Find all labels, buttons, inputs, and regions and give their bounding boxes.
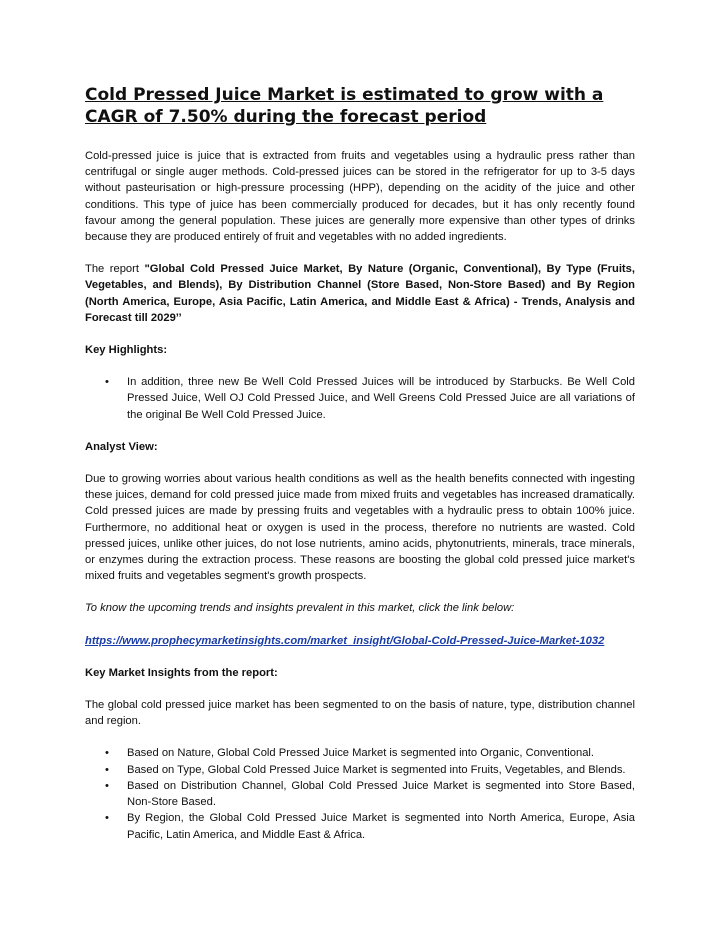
list-item bbox=[105, 778, 635, 810]
link-paragraph bbox=[85, 633, 635, 649]
list-item-text: Based on Type, Global Cold Pressed Juice Market is segmented into Fruits, Vegetables, and Blends. bbox=[127, 763, 626, 776]
list-item bbox=[105, 810, 635, 842]
key-highlights-heading: Key Highlights: bbox=[85, 344, 168, 357]
report-prefix: The report bbox=[85, 263, 145, 276]
intro-paragraph: Cold-pressed juice is juice that is extracted from fruits and vegetables using a hydraulic press rather than centrifugal or single auger methods. Cold-pressed juices can be stored in the refrigerator for up to 3-5 days without pasteurisation or high-pressure processing (HPP), depending on the acidity of the juice and other conditions. This type of juice has been commercially produced for decades, but it has only recently found favour among the general population. These juices are generally more expensive than other types of drinks because they are produced entirely of fruit and vegetables with no added ingredients. bbox=[85, 150, 635, 244]
insights-paragraph: The global cold pressed juice market has been segmented to on the basis of nature, type, distribution channel and region. bbox=[85, 699, 635, 728]
list-item bbox=[105, 762, 635, 778]
bullet-icon: • bbox=[105, 747, 109, 760]
insights-list bbox=[85, 745, 635, 842]
list-item-text: In addition, three new Be Well Cold Pressed Juices will be introduced by Starbucks. Be Well Cold Pressed Juice, Well OJ Cold Pressed Juice, and Well Greens Cold Pressed Juice are all variations of the original Be Well Cold Pressed Juice. bbox=[127, 376, 635, 421]
list-item-text: Based on Nature, Global Cold Pressed Juice Market is segmented into Organic, Conventional. bbox=[127, 747, 595, 760]
list-item bbox=[105, 745, 635, 761]
bullet-icon: • bbox=[105, 779, 109, 792]
bullet-icon: • bbox=[105, 763, 109, 776]
insights-heading: Key Market Insights from the report: bbox=[85, 666, 278, 679]
document-page bbox=[85, 84, 635, 859]
bullet-icon: • bbox=[105, 376, 109, 389]
report-name: "Global Cold Pressed Juice Market, By Nature (Organic, Conventional), By Type (Fruits, Vegetables, and Blends), By Distribution Channel (Store Based, Non-Store Based) and By Region (North America, Europe, Asia Pacific, Latin America, and Middle East & Africa) - Trends, Analysis and Forecast till 2029’’ bbox=[85, 263, 635, 324]
analyst-view-heading: Analyst View: bbox=[85, 440, 158, 453]
list-item-text: By Region, the Global Cold Pressed Juice Market is segmented into North America, Europe, Asia Pacific, Latin America, and Middle East & Africa. bbox=[127, 812, 635, 841]
report-paragraph bbox=[85, 261, 635, 326]
list-item bbox=[105, 374, 635, 423]
cta-text: To know the upcoming trends and insights prevalent in this market, click the link below: bbox=[85, 602, 515, 615]
document-title: Cold Pressed Juice Market is estimated to grow with a CAGR of 7.50% during the forecast period bbox=[85, 85, 604, 127]
list-item-text: Based on Distribution Channel, Global Cold Pressed Juice Market is segmented into Store Based, Non-Store Based. bbox=[127, 779, 635, 809]
analyst-view-paragraph: Due to growing worries about various health conditions as well as the health benefits connected with ingesting these juices, demand for cold pressed juice made from mixed fruits and vegetables has increased dramatically. Cold pressed juices are made by pressing fruits and vegetables with a hydraulic press to obtain 100% juice. Furthermore, no additional heat or oxygen is used in the process, therefore no nutrients are wasted. Cold pressed juices, unlike other juices, do not lose nutrients, amino acids, phytonutrients, minerals, trace minerals, or enzymes during the extraction process. These reasons are boosting the global cold pressed juice market's mixed fruits and vegetables segment's growth prospects. bbox=[85, 473, 635, 583]
report-link[interactable]: https://www.prophecymarketinsights.com/market_insight/Global-Cold-Pressed-Juice-Market-1032 bbox=[85, 634, 605, 647]
key-highlights-list bbox=[85, 374, 635, 423]
bullet-icon: • bbox=[105, 812, 109, 825]
